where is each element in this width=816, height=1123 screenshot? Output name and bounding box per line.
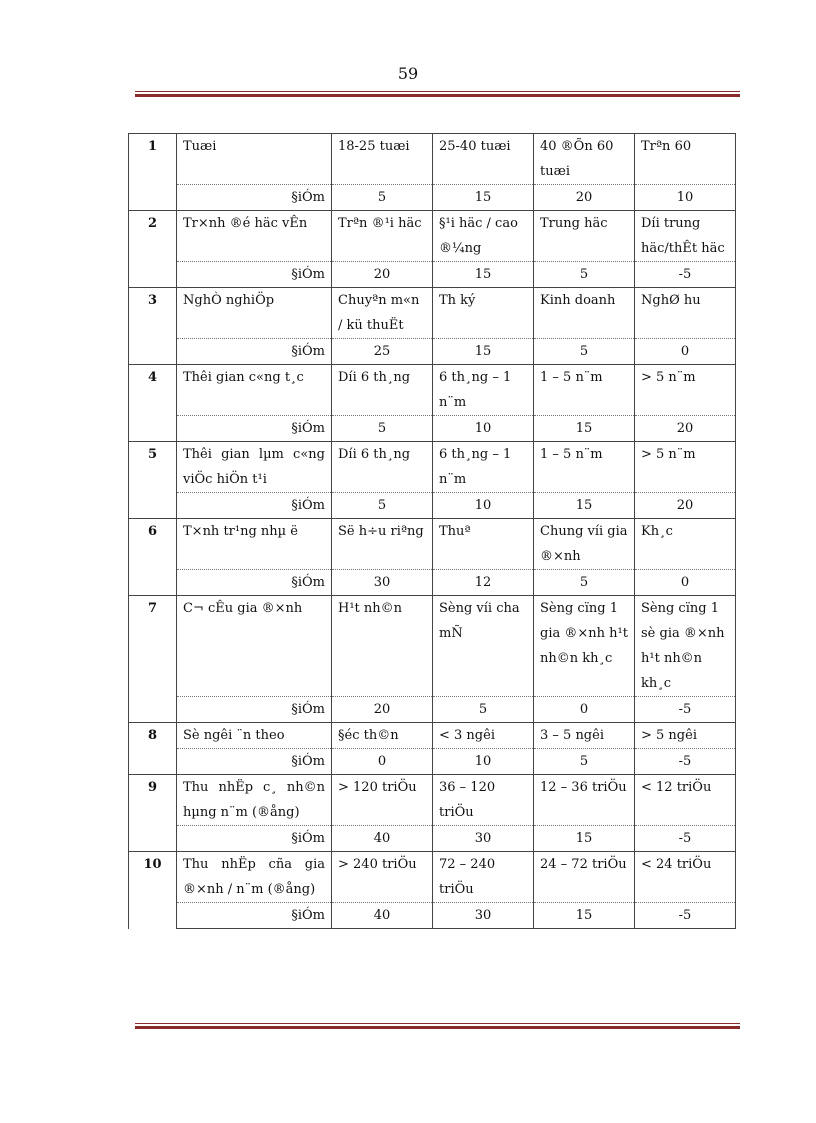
row-number: 6 (129, 519, 177, 596)
score-row (129, 339, 736, 365)
score-label: §iÓm (177, 903, 332, 929)
option-cell: 1 – 5 n¨m (534, 442, 635, 493)
option-cell: < 24 triÖu (635, 852, 736, 903)
score-label: §iÓm (177, 749, 332, 775)
score-label: §iÓm (177, 185, 332, 211)
score-row (129, 493, 736, 519)
score-row (129, 749, 736, 775)
option-cell: Sèng cïng 1 gia ®×nh h¹t nh©n kh¸c (534, 596, 635, 697)
criterion-label: Thu nhËp c¸ nh©n hµng n¨m (®ång) (177, 775, 332, 826)
criterion-label: Thêi gian c«ng t¸c (177, 365, 332, 416)
score-value: 5 (534, 749, 635, 775)
score-value: 0 (332, 749, 433, 775)
criterion-label: T×nh tr¹ng nhµ ë (177, 519, 332, 570)
option-cell: Së h÷u riªng (332, 519, 433, 570)
score-row (129, 262, 736, 288)
footer-rule (135, 1023, 740, 1029)
score-value: 20 (332, 262, 433, 288)
criterion-row (129, 442, 736, 493)
score-value: 12 (433, 570, 534, 596)
option-cell: > 120 triÖu (332, 775, 433, 826)
option-cell: Díi 6 th¸ng (332, 442, 433, 493)
score-label: §iÓm (177, 570, 332, 596)
row-number: 8 (129, 723, 177, 775)
option-cell: NghØ hu (635, 288, 736, 339)
score-value: 20 (332, 697, 433, 723)
option-cell: Trªn ®¹i häc (332, 211, 433, 262)
row-number: 2 (129, 211, 177, 288)
score-value: 10 (433, 493, 534, 519)
score-label: §iÓm (177, 697, 332, 723)
criterion-row (129, 211, 736, 262)
page-number: 59 (397, 64, 419, 83)
score-value: -5 (635, 697, 736, 723)
criterion-row (129, 365, 736, 416)
option-cell: 25-40 tuæi (433, 134, 534, 185)
criterion-label: NghÒ nghiÖp (177, 288, 332, 339)
option-cell: 40 ®Õn 60 tuæi (534, 134, 635, 185)
score-value: 25 (332, 339, 433, 365)
score-label: §iÓm (177, 826, 332, 852)
score-value: 10 (433, 749, 534, 775)
score-value: -5 (635, 826, 736, 852)
score-value: 5 (534, 262, 635, 288)
score-value: -5 (635, 262, 736, 288)
score-value: 5 (534, 339, 635, 365)
score-value: 5 (433, 697, 534, 723)
score-value: 15 (534, 903, 635, 929)
criterion-label: Thêi gian lµm c«ng viÖc hiÖn t¹i (177, 442, 332, 493)
criterion-row (129, 134, 736, 185)
criterion-label: Tuæi (177, 134, 332, 185)
option-cell: 24 – 72 triÖu (534, 852, 635, 903)
row-number: 5 (129, 442, 177, 519)
score-value: 15 (433, 185, 534, 211)
option-cell: < 3 ngêi (433, 723, 534, 749)
option-cell: Thuª (433, 519, 534, 570)
criterion-label: Thu nhËp cña gia ®×nh / n¨m (®ång) (177, 852, 332, 903)
score-value: -5 (635, 749, 736, 775)
option-cell: > 5 n¨m (635, 442, 736, 493)
criterion-row (129, 596, 736, 697)
score-row (129, 570, 736, 596)
score-row (129, 826, 736, 852)
score-row (129, 185, 736, 211)
score-value: 5 (332, 185, 433, 211)
score-label: §iÓm (177, 416, 332, 442)
score-value: 15 (534, 416, 635, 442)
option-cell: 1 – 5 n¨m (534, 365, 635, 416)
score-value: 15 (534, 493, 635, 519)
option-cell: Díi 6 th¸ng (332, 365, 433, 416)
score-value: 40 (332, 826, 433, 852)
score-label: §iÓm (177, 493, 332, 519)
option-cell: 6 th¸ng – 1 n¨m (433, 442, 534, 493)
score-value: 30 (433, 826, 534, 852)
score-value: 5 (332, 416, 433, 442)
row-number: 10 (129, 852, 177, 929)
score-label: §iÓm (177, 339, 332, 365)
score-value: 5 (332, 493, 433, 519)
option-cell: 18-25 tuæi (332, 134, 433, 185)
option-cell: 72 – 240 triÖu (433, 852, 534, 903)
option-cell: > 5 n¨m (635, 365, 736, 416)
score-value: 0 (635, 339, 736, 365)
score-row (129, 903, 736, 929)
score-value: 10 (433, 416, 534, 442)
option-cell: H¹t nh©n (332, 596, 433, 697)
option-cell: 6 th¸ng – 1 n¨m (433, 365, 534, 416)
criterion-row (129, 519, 736, 570)
row-number: 1 (129, 134, 177, 211)
option-cell: Th ký (433, 288, 534, 339)
option-cell: < 12 triÖu (635, 775, 736, 826)
option-cell: Trªn 60 (635, 134, 736, 185)
score-value: 15 (433, 262, 534, 288)
score-label: §iÓm (177, 262, 332, 288)
header-rule (135, 91, 740, 97)
criterion-label: Sè ngêi ¨n theo (177, 723, 332, 749)
score-value: 5 (534, 570, 635, 596)
option-cell: 12 – 36 triÖu (534, 775, 635, 826)
option-cell: Chuyªn m«n / kü thuËt (332, 288, 433, 339)
criterion-row (129, 723, 736, 749)
criterion-label: Tr×nh ®é häc vÊn (177, 211, 332, 262)
score-value: 20 (635, 493, 736, 519)
option-cell: 36 – 120 triÖu (433, 775, 534, 826)
score-value: 15 (534, 826, 635, 852)
score-value: 30 (332, 570, 433, 596)
option-cell: Sèng cïng 1 sè gia ®×nh h¹t nh©n kh¸c (635, 596, 736, 697)
score-value: 40 (332, 903, 433, 929)
score-value: 20 (635, 416, 736, 442)
criterion-row (129, 288, 736, 339)
criterion-row (129, 775, 736, 826)
score-row (129, 697, 736, 723)
score-value: 0 (635, 570, 736, 596)
score-row (129, 416, 736, 442)
criterion-row (129, 852, 736, 903)
score-value: -5 (635, 903, 736, 929)
score-value: 0 (534, 697, 635, 723)
row-number: 7 (129, 596, 177, 723)
option-cell: Chung víi gia ®×nh (534, 519, 635, 570)
option-cell: > 240 triÖu (332, 852, 433, 903)
option-cell: Díi trung häc/thÊt häc (635, 211, 736, 262)
option-cell: > 5 ngêi (635, 723, 736, 749)
option-cell: Kinh doanh (534, 288, 635, 339)
criterion-label: C¬ cÊu gia ®×nh (177, 596, 332, 697)
option-cell: Trung häc (534, 211, 635, 262)
score-value: 15 (433, 339, 534, 365)
row-number: 9 (129, 775, 177, 852)
row-number: 3 (129, 288, 177, 365)
option-cell: Kh¸c (635, 519, 736, 570)
option-cell: §¹i häc / cao ®¼ng (433, 211, 534, 262)
option-cell: §éc th©n (332, 723, 433, 749)
score-value: 20 (534, 185, 635, 211)
credit-scoring-table (128, 133, 736, 929)
score-value: 10 (635, 185, 736, 211)
score-value: 30 (433, 903, 534, 929)
row-number: 4 (129, 365, 177, 442)
option-cell: 3 – 5 ngêi (534, 723, 635, 749)
option-cell: Sèng víi cha mÑ (433, 596, 534, 697)
